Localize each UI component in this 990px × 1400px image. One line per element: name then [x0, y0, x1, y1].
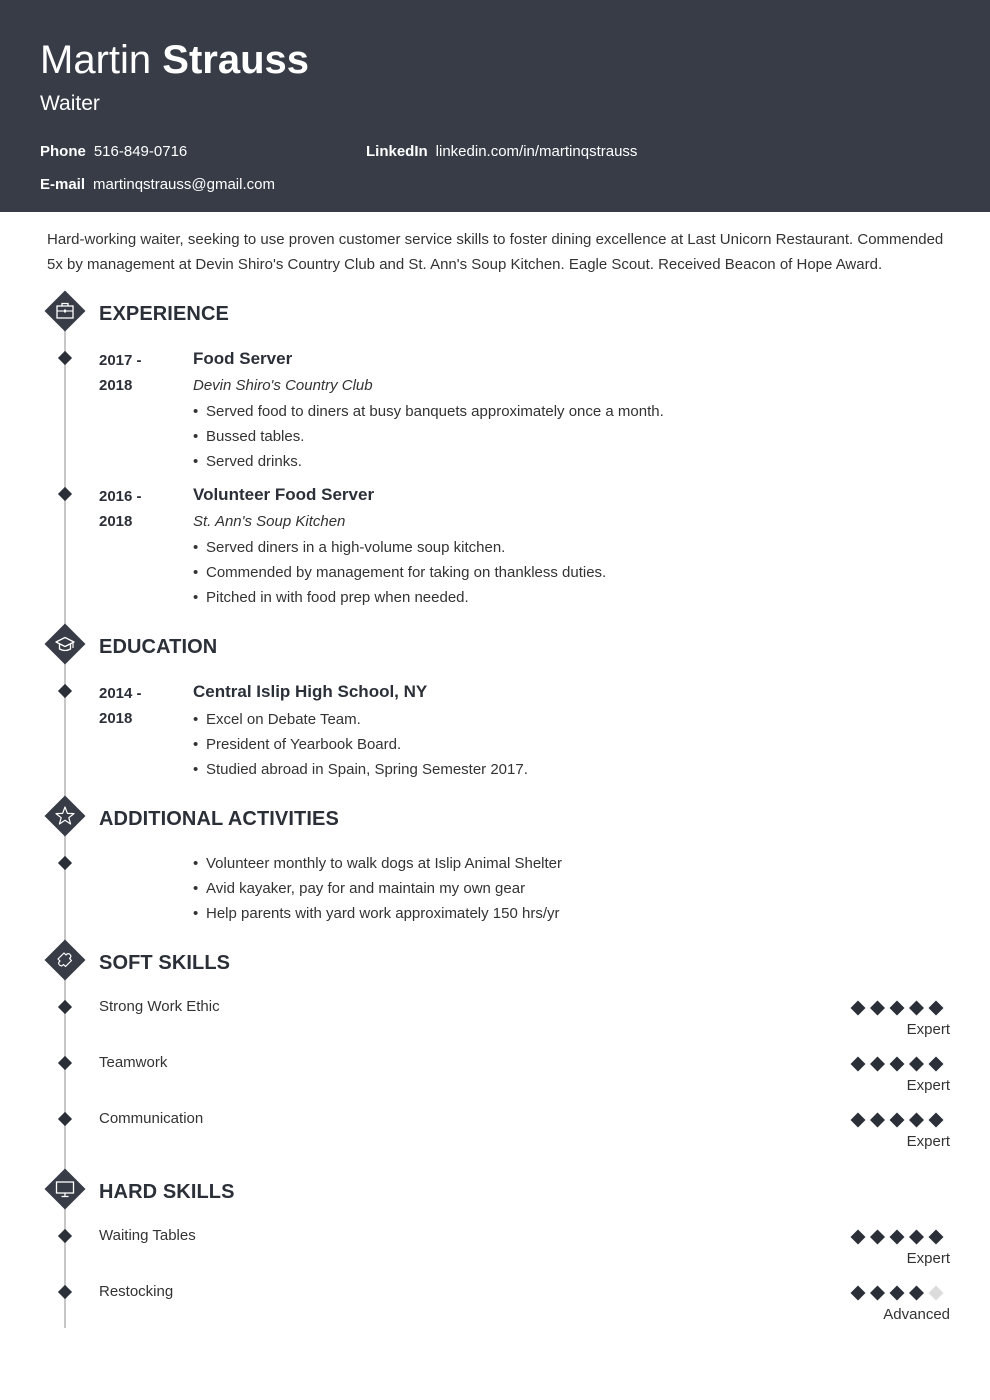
summary-text: Hard-working waiter, seeking to use proven customer service skills to foster dining excellence at Last Unicorn Restaurant. Commended 5x by management at Devin Shiro's Country Club and St. Ann's Soup Kitchen. Eagle Scout. Received Beacon of Hope Award. — [47, 231, 944, 273]
skill-rating — [850, 1000, 950, 1016]
hard-skill-2-level: Advanced — [883, 1306, 950, 1323]
list-item: • Served drinks. — [193, 449, 664, 474]
rating-diamond-filled — [929, 1001, 944, 1016]
soft-skill-2-name: Teamwork — [99, 1054, 168, 1071]
rating-diamond-filled — [870, 1057, 885, 1072]
rating-diamond-filled — [929, 1230, 944, 1245]
list-item: • Bussed tables. — [193, 424, 664, 449]
soft-skill-1-level: Expert — [906, 1021, 950, 1038]
hard-skill-2-name: Restocking — [99, 1283, 174, 1300]
education-1-school: Central Islip High School, NY — [193, 682, 428, 701]
timeline-dot — [58, 351, 72, 365]
timeline-dot — [58, 1000, 72, 1014]
timeline-dot — [58, 487, 72, 501]
rating-diamond-filled — [929, 1113, 944, 1128]
list-item: • Studied abroad in Spain, Spring Semester 2017. — [193, 757, 528, 782]
hard-skills-heading: HARD SKILLS — [99, 1181, 235, 1203]
education-heading: EDUCATION — [99, 636, 218, 658]
briefcase-icon — [44, 290, 86, 332]
job-title: Waiter — [40, 92, 100, 115]
experience-2-company: St. Ann's Soup Kitchen — [193, 513, 346, 530]
rating-diamond-filled — [870, 1286, 885, 1301]
rating-diamond-filled — [851, 1230, 866, 1245]
first-name: Martin — [40, 38, 152, 82]
contact-linkedin — [366, 142, 637, 162]
activities-heading: ADDITIONAL ACTIVITIES — [99, 808, 339, 830]
soft-skill-2-level: Expert — [906, 1077, 950, 1094]
experience-heading: EXPERIENCE — [99, 303, 229, 325]
linkedin-label: LinkedIn — [366, 143, 428, 160]
rating-diamond-filled — [870, 1230, 885, 1245]
linkedin-link[interactable]: linkedin.com/in/martinqstrauss — [435, 143, 638, 160]
list-item: • Help parents with yard work approximately 150 hrs/yr — [193, 901, 562, 926]
candidate-name — [40, 37, 309, 83]
activities-bullets — [193, 851, 562, 926]
experience-2-date: 2016 - 2018 — [99, 488, 142, 530]
last-name: Strauss — [162, 38, 310, 82]
skill-rating — [850, 1229, 950, 1245]
education-1-date: 2014 - 2018 — [99, 685, 142, 727]
rating-diamond-filled — [890, 1001, 905, 1016]
rating-diamond-filled — [909, 1230, 924, 1245]
timeline-dot — [58, 1112, 72, 1126]
contact-email — [40, 175, 275, 195]
rating-diamond-filled — [890, 1286, 905, 1301]
experience-2-position: Volunteer Food Server — [193, 485, 375, 504]
rating-diamond-empty — [929, 1286, 944, 1301]
timeline-dot — [58, 856, 72, 870]
timeline-dot — [58, 684, 72, 698]
graduation-cap-icon — [44, 623, 86, 665]
list-item: • Excel on Debate Team. — [193, 707, 528, 732]
list-item: • Pitched in with food prep when needed. — [193, 585, 606, 610]
list-item: • Served food to diners at busy banquets approximately once a month. — [193, 399, 664, 424]
hard-skill-1-name: Waiting Tables — [99, 1227, 196, 1244]
rating-diamond-filled — [851, 1057, 866, 1072]
list-item: • Commended by management for taking on thankless duties. — [193, 560, 606, 585]
skill-rating — [850, 1112, 950, 1128]
skill-rating — [850, 1285, 950, 1301]
rating-diamond-filled — [890, 1113, 905, 1128]
education-1-bullets — [193, 707, 528, 782]
phone-value: 516-849-0716 — [93, 143, 188, 160]
experience-1-position: Food Server — [193, 349, 293, 368]
list-item: • Served diners in a high-volume soup kitchen. — [193, 535, 606, 560]
rating-diamond-filled — [851, 1001, 866, 1016]
timeline-dot — [58, 1285, 72, 1299]
rating-diamond-filled — [851, 1113, 866, 1128]
experience-1-bullets — [193, 399, 664, 474]
rating-diamond-filled — [890, 1057, 905, 1072]
email-label: E-mail — [40, 176, 86, 193]
rating-diamond-filled — [909, 1113, 924, 1128]
experience-1-date: 2017 - 2018 — [99, 352, 142, 394]
rating-diamond-filled — [890, 1230, 905, 1245]
experience-1-company: Devin Shiro's Country Club — [193, 377, 373, 394]
puzzle-icon — [44, 939, 86, 981]
timeline-dot — [58, 1056, 72, 1070]
soft-skill-3-level: Expert — [906, 1133, 950, 1150]
rating-diamond-filled — [851, 1286, 866, 1301]
rating-diamond-filled — [929, 1057, 944, 1072]
soft-skills-heading: SOFT SKILLS — [99, 952, 231, 974]
monitor-icon — [44, 1168, 86, 1210]
timeline-dot — [58, 1229, 72, 1243]
email-link[interactable]: martinqstrauss@gmail.com — [93, 176, 275, 193]
list-item: • Volunteer monthly to walk dogs at Islip Animal Shelter — [193, 851, 562, 876]
list-item: • President of Yearbook Board. — [193, 732, 528, 757]
rating-diamond-filled — [870, 1001, 885, 1016]
rating-diamond-filled — [870, 1113, 885, 1128]
contact-phone — [40, 142, 187, 162]
hard-skill-1-level: Expert — [906, 1250, 950, 1267]
resume-header — [0, 0, 990, 212]
soft-skill-3-name: Communication — [99, 1110, 204, 1127]
rating-diamond-filled — [909, 1286, 924, 1301]
star-icon — [44, 795, 86, 837]
rating-diamond-filled — [909, 1057, 924, 1072]
skill-rating — [850, 1056, 950, 1072]
rating-diamond-filled — [909, 1001, 924, 1016]
soft-skill-1-name: Strong Work Ethic — [99, 998, 220, 1015]
list-item: • Avid kayaker, pay for and maintain my own gear — [193, 876, 562, 901]
phone-label: Phone — [40, 143, 86, 160]
experience-2-bullets — [193, 535, 606, 610]
